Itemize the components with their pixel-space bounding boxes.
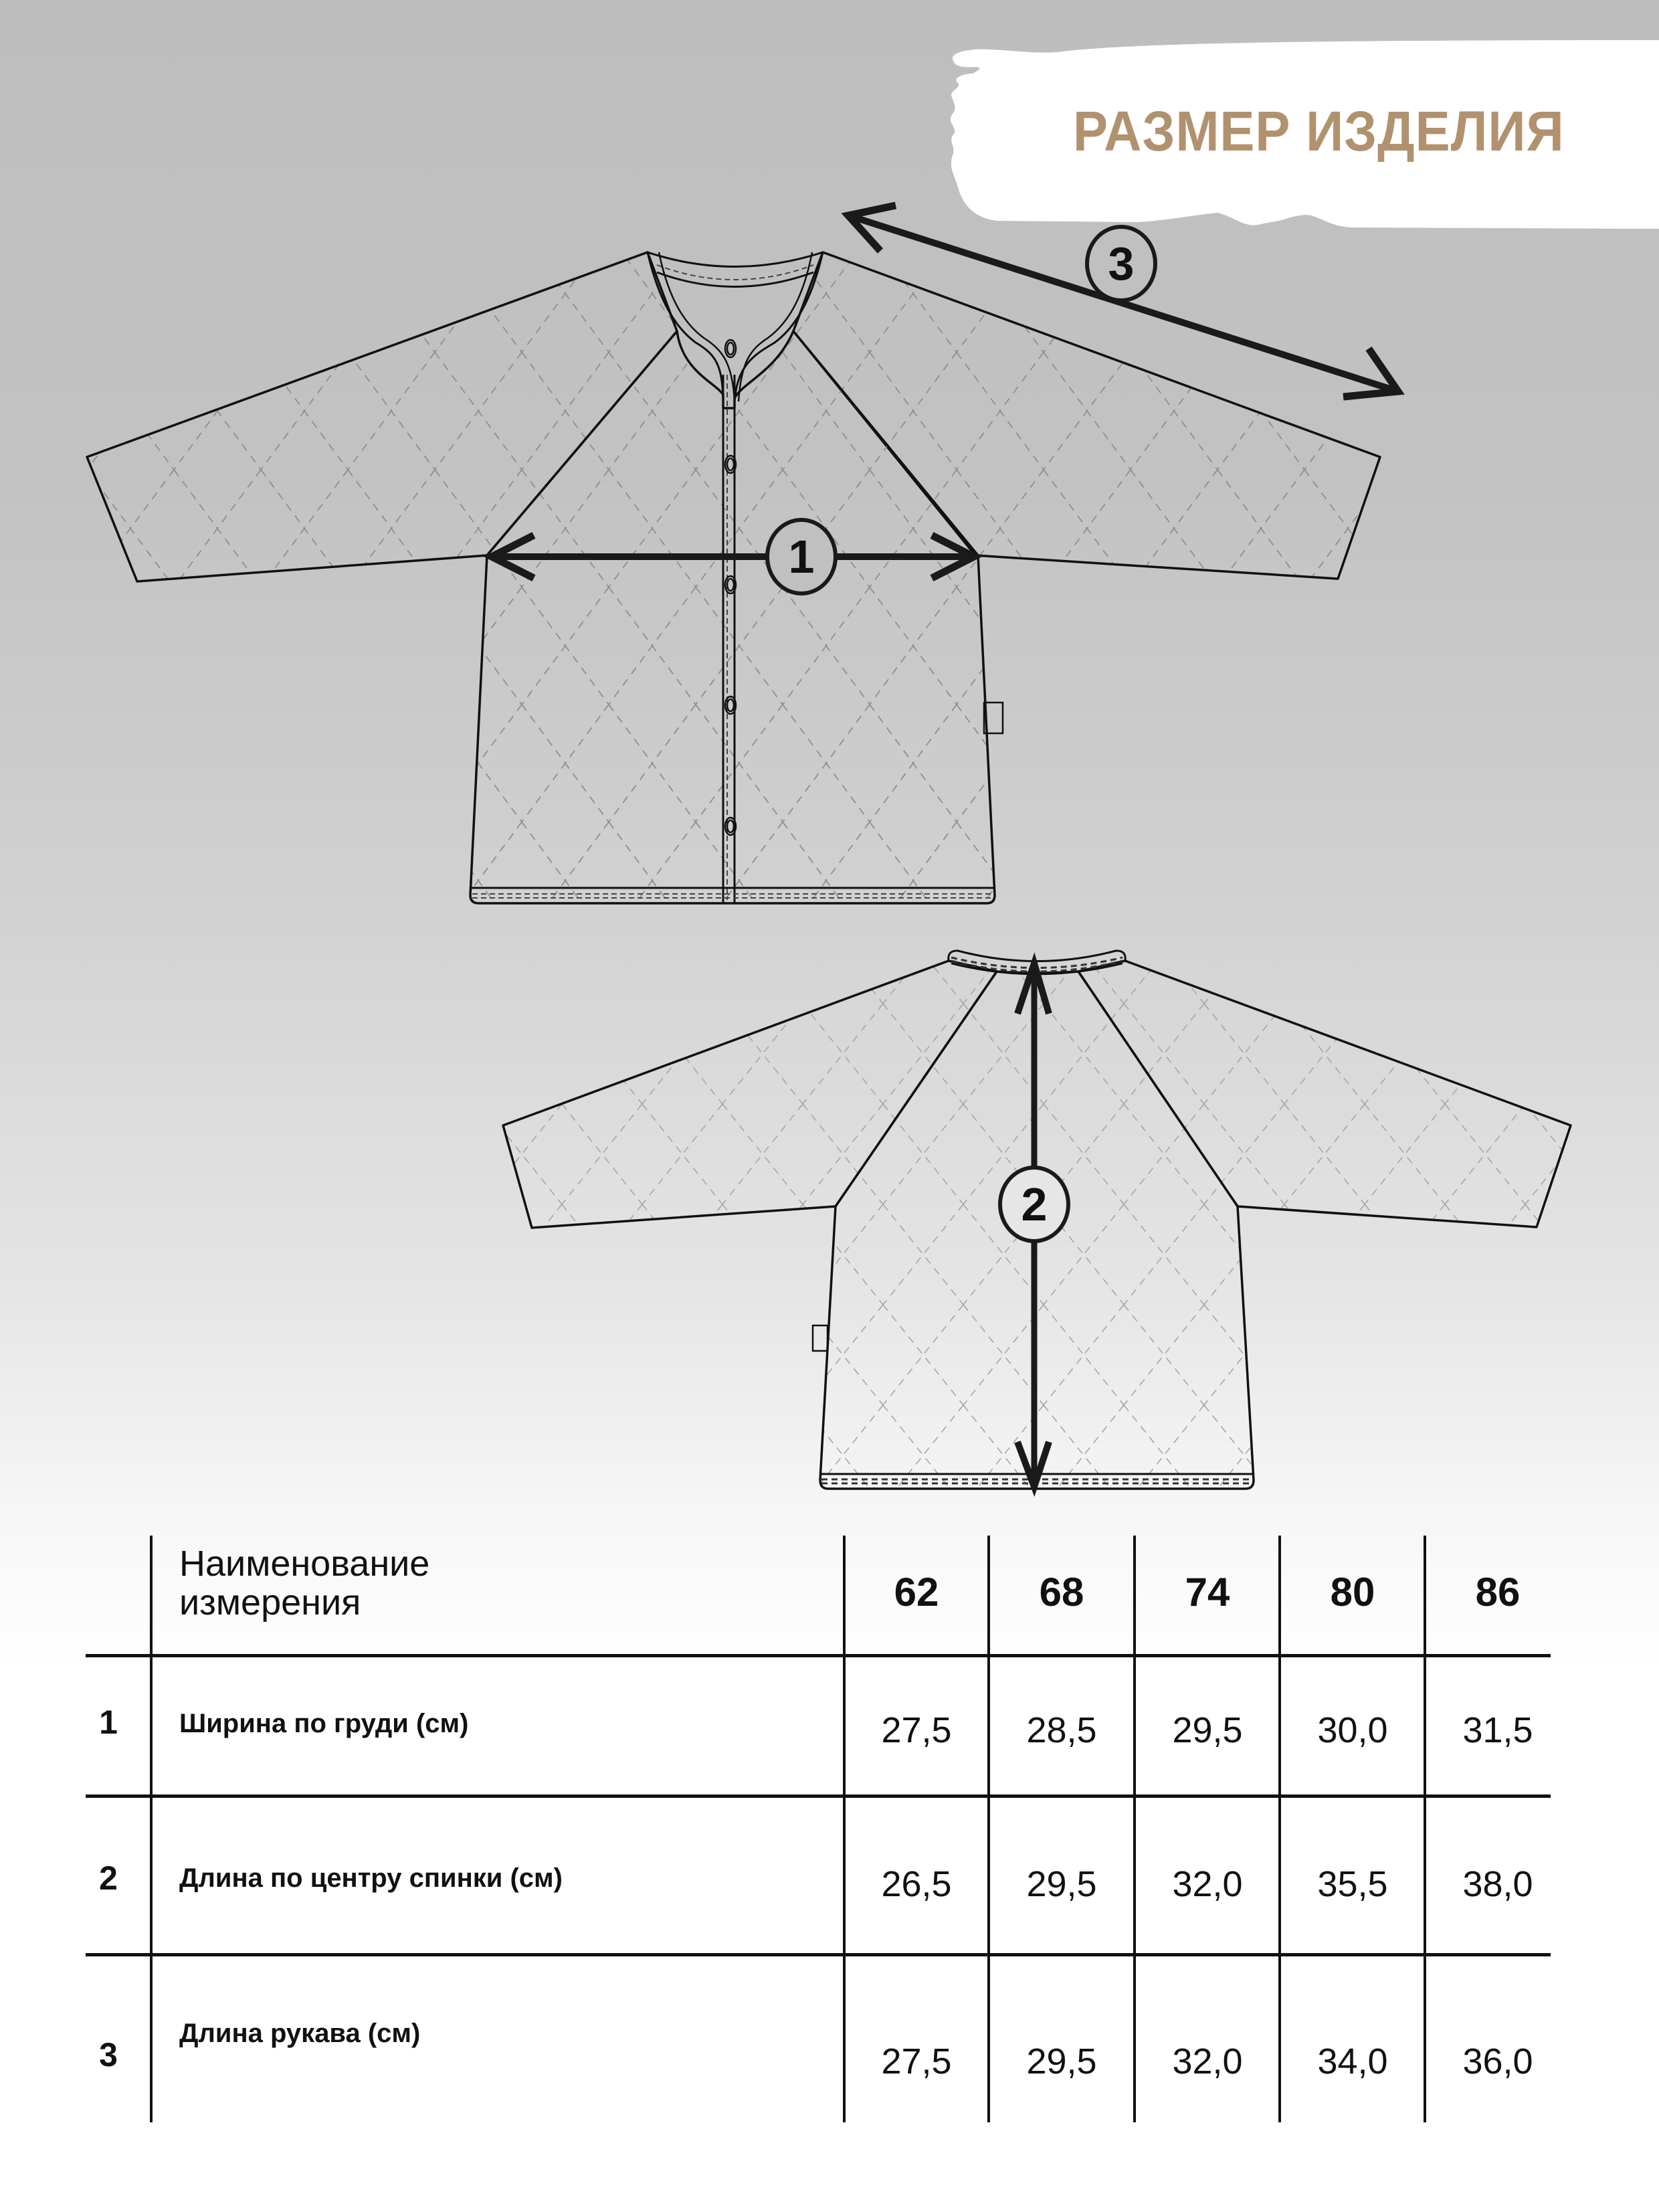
row-1-label: Ширина по груди (см) xyxy=(179,1709,469,1738)
row-3-value-86: 36,0 xyxy=(1462,2041,1533,2082)
header-name-line2: измерения xyxy=(179,1582,361,1623)
page-title: РАЗМЕР ИЗДЕЛИЯ xyxy=(1073,100,1565,163)
header-size-62: 62 xyxy=(894,1570,939,1615)
table-divider xyxy=(86,1953,1551,1956)
table-divider xyxy=(1133,1536,1136,2122)
table-divider xyxy=(86,1654,1551,1657)
header-size-80: 80 xyxy=(1330,1570,1375,1615)
row-1-value-68: 28,5 xyxy=(1026,1710,1097,1750)
header-size-74: 74 xyxy=(1185,1570,1230,1615)
row-3-label: Длина рукава (см) xyxy=(179,2019,421,2048)
row-2-label: Длина по центру спинки (см) xyxy=(179,1863,563,1893)
table-divider xyxy=(1278,1536,1281,2122)
table-divider xyxy=(843,1536,846,2122)
header-name-line1: Наименование xyxy=(179,1544,430,1584)
marker-2-label: 2 xyxy=(1021,1178,1048,1230)
table-divider xyxy=(86,1794,1551,1798)
row-2-value-68: 29,5 xyxy=(1026,1864,1097,1904)
table-divider xyxy=(987,1536,990,2122)
row-3-value-74: 32,0 xyxy=(1172,2041,1243,2082)
row-2-value-62: 26,5 xyxy=(881,1864,952,1904)
row-3-value-62: 27,5 xyxy=(881,2041,952,2082)
front-jacket-drawing xyxy=(87,252,1380,903)
table-divider xyxy=(150,1536,153,2122)
header-measurement-name xyxy=(179,1544,429,1622)
header-size-86: 86 xyxy=(1475,1570,1521,1615)
marker-1-label: 1 xyxy=(788,531,815,583)
back-label-tab xyxy=(813,1325,827,1351)
row-1-value-86: 31,5 xyxy=(1462,1710,1533,1750)
row-1-value-74: 29,5 xyxy=(1172,1710,1243,1750)
marker-3-label: 3 xyxy=(1108,238,1135,290)
row-3-value-68: 29,5 xyxy=(1026,2041,1097,2082)
row-3-number: 3 xyxy=(99,2036,118,2073)
row-1-value-80: 30,0 xyxy=(1317,1710,1388,1750)
row-3-value-80: 34,0 xyxy=(1317,2041,1388,2082)
row-2-number: 2 xyxy=(99,1859,118,1897)
header-size-68: 68 xyxy=(1039,1570,1084,1615)
row-1-value-62: 27,5 xyxy=(881,1710,952,1750)
row-2-value-86: 38,0 xyxy=(1462,1864,1533,1904)
row-2-value-74: 32,0 xyxy=(1172,1864,1243,1904)
row-2-value-80: 35,5 xyxy=(1317,1864,1388,1904)
table-divider xyxy=(1424,1536,1426,2122)
row-1-number: 1 xyxy=(99,1703,118,1741)
